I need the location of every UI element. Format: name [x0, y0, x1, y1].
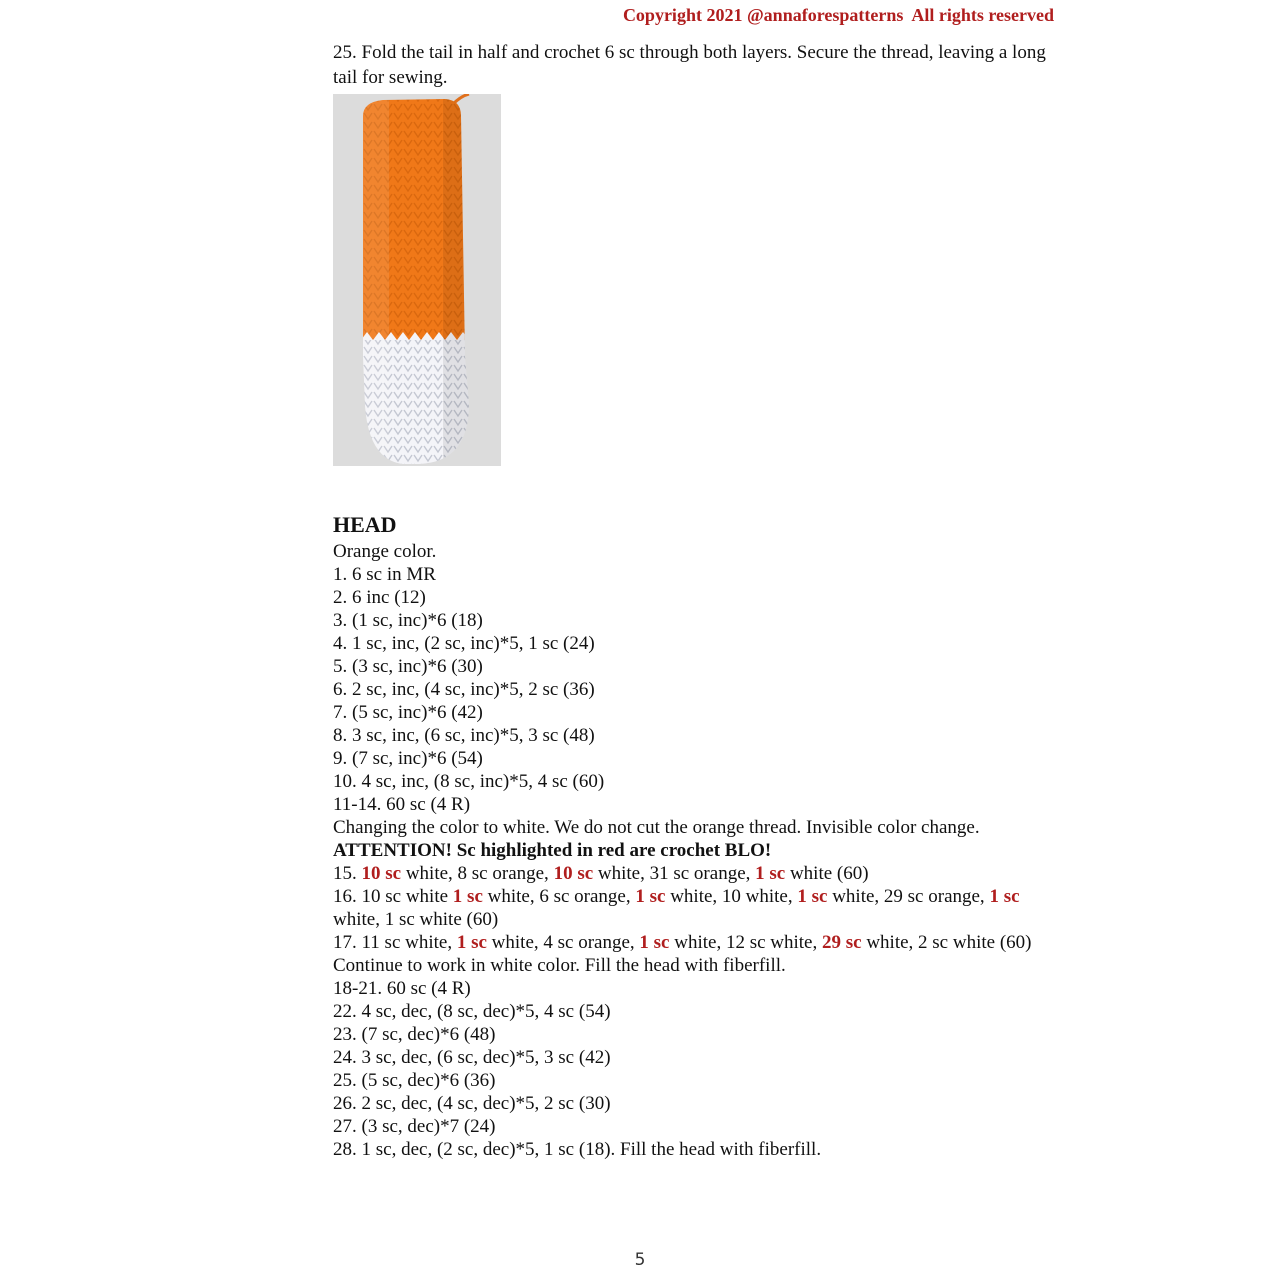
highlighted-row-15: [333, 862, 1053, 885]
blo-stitch-count: 1 sc: [452, 886, 483, 907]
row-text: white (60): [785, 863, 869, 884]
head-step: 27. (3 sc, dec)*7 (24): [333, 1116, 496, 1137]
step-25-tail-instruction: 25. Fold the tail in half and crochet 6 sc through both layers. Secure the thread, leaving a long tail for sewing.: [333, 42, 1046, 88]
head-step: 4. 1 sc, inc, (2 sc, inc)*5, 1 sc (24): [333, 633, 595, 654]
head-color-note: Orange color.: [333, 541, 437, 562]
head-step: 1. 6 sc in MR: [333, 564, 436, 585]
row-text: 16. 10 sc white: [333, 886, 453, 907]
pattern-content: [333, 40, 1053, 1161]
head-step: 8. 3 sc, inc, (6 sc, inc)*5, 3 sc (48): [333, 725, 595, 746]
highlighted-rows: [333, 862, 1053, 954]
row-text: white, 10 white,: [665, 886, 798, 907]
row-text: white, 8 sc orange,: [401, 863, 554, 884]
row-text: white, 29 sc orange,: [827, 886, 990, 907]
blo-stitch-count: 10 sc: [553, 863, 594, 884]
row-text: white, 12 sc white,: [669, 932, 822, 953]
head-step: 18-21. 60 sc (4 R): [333, 978, 471, 999]
head-step: 23. (7 sc, dec)*6 (48): [333, 1024, 496, 1045]
blo-stitch-count: 1 sc: [456, 932, 487, 953]
head-step: 24. 3 sc, dec, (6 sc, dec)*5, 3 sc (42): [333, 1047, 611, 1068]
row-text: white, 6 sc orange,: [482, 886, 636, 907]
row-text: white, 4 sc orange,: [486, 932, 640, 953]
blo-stitch-count: 10 sc: [361, 863, 402, 884]
attention-blo-note: ATTENTION! Sc highlighted in red are crochet BLO!: [333, 840, 772, 861]
blo-stitch-count: 29 sc: [822, 932, 862, 953]
row-text: white, 1 sc white (60): [333, 909, 499, 930]
tail-photo: [333, 94, 501, 466]
white-color-note: Continue to work in white color. Fill the head with fiberfill.: [333, 955, 786, 976]
head-step: 3. (1 sc, inc)*6 (18): [333, 610, 483, 631]
blo-stitch-count: 1 sc: [797, 886, 828, 907]
head-step: 7. (5 sc, inc)*6 (42): [333, 702, 483, 723]
highlighted-row-16: [333, 885, 1053, 931]
head-step: 11-14. 60 sc (4 R): [333, 794, 471, 815]
head-steps-part-1: [333, 563, 1053, 839]
head-step: 10. 4 sc, inc, (8 sc, inc)*5, 4 sc (60): [333, 771, 605, 792]
color-change-note: Changing the color to white. We do not cut the orange thread. Invisible color change.: [333, 817, 980, 838]
head-section-title: HEAD: [333, 512, 397, 537]
head-step: 5. (3 sc, inc)*6 (30): [333, 656, 483, 677]
row-text: 15.: [333, 863, 362, 884]
head-step: 6. 2 sc, inc, (4 sc, inc)*5, 2 sc (36): [333, 679, 595, 700]
blo-stitch-count: 1 sc: [639, 932, 670, 953]
row-text: 17. 11 sc white,: [333, 932, 457, 953]
head-step: 2. 6 inc (12): [333, 587, 426, 608]
head-step: 26. 2 sc, dec, (4 sc, dec)*5, 2 sc (30): [333, 1093, 611, 1114]
head-step: 22. 4 sc, dec, (8 sc, dec)*5, 4 sc (54): [333, 1001, 611, 1022]
head-step: 28. 1 sc, dec, (2 sc, dec)*5, 1 sc (18). Fill the head with fiberfill.: [333, 1139, 822, 1160]
row-text: white, 31 sc orange,: [593, 863, 756, 884]
head-step: 25. (5 sc, dec)*6 (36): [333, 1070, 496, 1091]
head-steps-part-2: [333, 954, 1053, 1161]
page-number: 5: [634, 1250, 646, 1270]
blo-stitch-count: 1 sc: [755, 863, 786, 884]
highlighted-row-17: [333, 931, 1053, 954]
blo-stitch-count: 1 sc: [989, 886, 1020, 907]
head-step: 9. (7 sc, inc)*6 (54): [333, 748, 483, 769]
row-text: white, 2 sc white (60): [861, 932, 1032, 953]
copyright-notice: Copyright 2021 @annaforespatterns All rights reserved: [622, 5, 1054, 25]
blo-stitch-count: 1 sc: [635, 886, 666, 907]
